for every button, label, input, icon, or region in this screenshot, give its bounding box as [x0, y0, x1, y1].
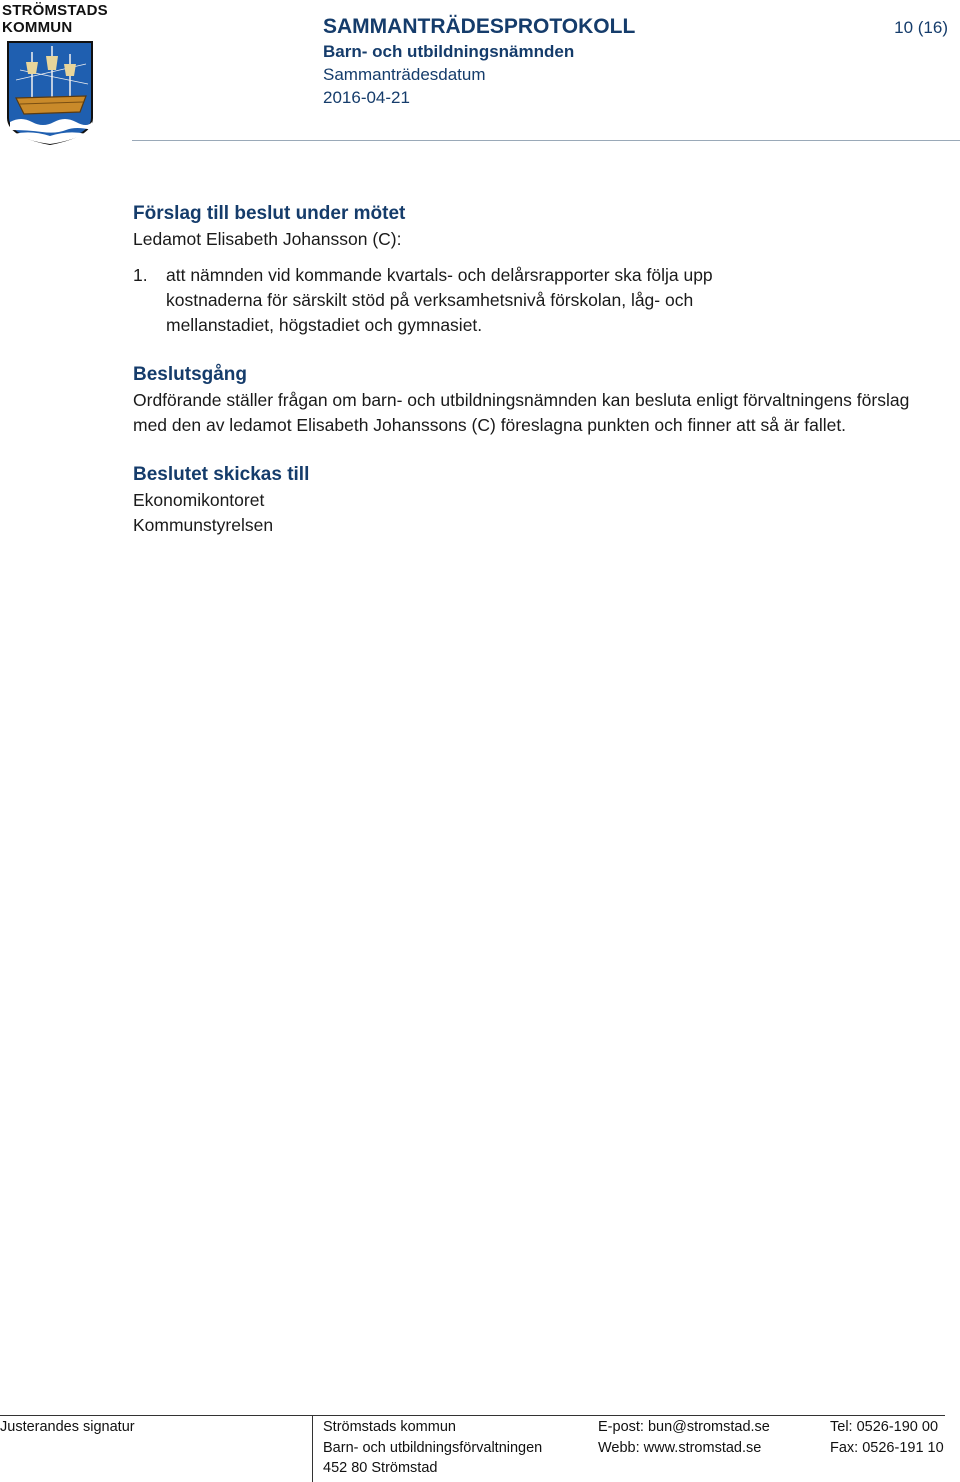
page-number: 10 (16) [894, 18, 948, 37]
phone-number: Tel: 0526-190 00 [830, 1419, 939, 1435]
decision-text: Ordförande ställer frågan om barn- och utbildningsnämnden kan besluta enligt förvaltningens förslag med den av ledamot Elisabeth Johanssons (C) föreslagna punkten och finner att så är fallet. [133, 390, 910, 435]
decision-heading: Beslutsgång [133, 364, 248, 385]
org-name: Strömstads kommun [323, 1419, 456, 1435]
list-item [133, 263, 933, 338]
decision-section [133, 362, 933, 438]
meeting-date: 2016-04-21 [323, 88, 410, 107]
date-label: Sammanträdesdatum [323, 65, 486, 84]
email-link[interactable]: E-post: bun@stromstad.se [598, 1419, 770, 1435]
footer-contact [598, 1417, 770, 1458]
proposal-author: Ledamot Elisabeth Johansson (C): [133, 229, 402, 249]
list-item-text: att nämnden vid kommande kvartals- och delårsrapporter ska följa upp kostnaderna för särskilt stöd på verksamhetsnivå förskolan, låg- och mellanstadiet, högstadiet och gymnasiet. [166, 265, 713, 335]
logo-line-2: KOMMUN [2, 19, 73, 36]
fax-number: Fax: 0526-191 10 [830, 1439, 944, 1456]
list-item-number: 1. [133, 265, 148, 285]
footer-phone [830, 1417, 944, 1458]
footer-org [323, 1417, 542, 1479]
logo-text [2, 2, 108, 36]
committee-name: Barn- och utbildningsnämnden [323, 42, 575, 61]
logo-line-1: STRÖMSTADS [2, 2, 108, 19]
document-header [323, 14, 635, 109]
signature-divider [312, 1415, 313, 1482]
org-department: Barn- och utbildningsförvaltningen [323, 1439, 543, 1456]
document-body [133, 201, 933, 538]
recipient: Kommunstyrelsen [133, 515, 274, 535]
footer-divider [0, 1415, 945, 1416]
proposal-heading: Förslag till beslut under mötet [133, 203, 406, 224]
recipient: Ekonomikontoret [133, 490, 265, 510]
municipality-logo [0, 0, 108, 150]
recipients-heading: Beslutet skickas till [133, 464, 310, 485]
header-divider [132, 140, 960, 141]
org-address: 452 80 Strömstad [323, 1460, 438, 1476]
coat-of-arms-icon [6, 40, 94, 146]
document-title: SAMMANTRÄDESPROTOKOLL [323, 15, 636, 38]
signature-label: Justerandes signatur [0, 1419, 135, 1435]
recipients-section [133, 462, 933, 538]
web-link[interactable]: Webb: www.stromstad.se [598, 1439, 762, 1456]
